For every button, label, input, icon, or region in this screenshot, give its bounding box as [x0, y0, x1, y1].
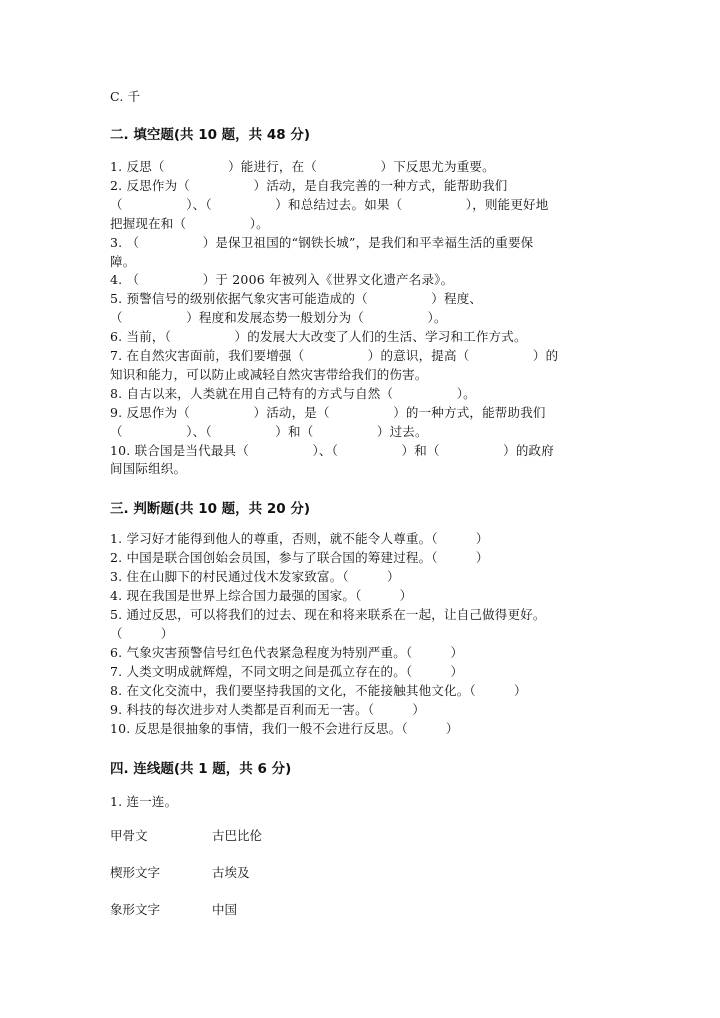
question-line: （ ）、（ ）和（ ）过去。	[110, 423, 428, 439]
question-line: 9. 科技的每次进步对人类都是百利而无一害。（ ）	[110, 702, 426, 717]
question-line: 5. 预警信号的级别依据气象灾害可能造成的（ ）程度、	[110, 291, 483, 307]
matching-left-item: 甲骨文	[110, 828, 148, 843]
question-line: （ ）、（ ）和总结过去。如果（ ），则能更好地	[110, 196, 549, 212]
question-line: 4. 现在我国是世界上综合国力最强的国家。（ ）	[110, 588, 413, 603]
question-line: 间国际组织。	[110, 461, 187, 477]
question-line: 1. 学习好才能得到他人的尊重，否则，就不能令人尊重。（ ）	[110, 531, 489, 546]
previous-option-c: C. 千	[110, 89, 141, 104]
question-line: 9. 反思作为（ ）活动，是（ ）的一种方式，能帮助我们	[110, 404, 546, 420]
matching-left-item: 楔形文字	[110, 865, 161, 880]
question-line: 知识和能力，可以防止或减轻自然灾害带给我们的伤害。	[110, 366, 428, 382]
matching-right-item: 古埃及	[212, 865, 250, 880]
question-line: 3. （ ）是保卫祖国的“钢铁长城”，是我们和平幸福生活的重要保	[110, 234, 534, 250]
matching-right-item: 中国	[212, 902, 238, 917]
question-line: 10. 联合国是当代最具（ ）、（ ）和（ ）的政府	[110, 442, 554, 458]
question-line: 把握现在和（ ）。	[110, 215, 269, 231]
question-line: 10. 反思是很抽象的事情，我们一般不会进行反思。（ ）	[110, 721, 459, 736]
question-line: 障。	[110, 253, 136, 269]
question-line: （ ）	[110, 626, 174, 641]
section-2-title: 二. 填空题(共 10 题，共 48 分)	[110, 127, 311, 143]
matching-question: 1. 连一连。	[110, 794, 178, 809]
section-4-title: 四. 连线题(共 1 题，共 6 分)	[110, 761, 292, 777]
matching-left-item: 象形文字	[110, 902, 161, 917]
question-line: 6. 气象灾害预警信号红色代表紧急程度为特别严重。（ ）	[110, 645, 464, 660]
question-line: 2. 中国是联合国创始会员国，参与了联合国的筹建过程。（ ）	[110, 550, 489, 565]
question-line: 6. 当前，（ ）的发展大大改变了人们的生活、学习和工作方式。	[110, 329, 527, 345]
question-line: 4. （ ）于 2006 年被列入《世界文化遗产名录》。	[110, 272, 454, 288]
question-line: 7. 在自然灾害面前，我们要增强（ ）的意识，提高（ ）的	[110, 348, 559, 363]
matching-right-item: 古巴比伦	[212, 828, 263, 843]
question-line: 1. 反思（ ）能进行，在（ ）下反思尤为重要。	[110, 159, 495, 174]
question-line: 8. 自古以来，人类就在用自己特有的方式与自然（ ）。	[110, 385, 476, 401]
section-3-title: 三. 判断题(共 10 题，共 20 分)	[110, 501, 311, 517]
question-line: （ ）程度和发展态势一般划分为（ ）。	[110, 310, 447, 326]
question-line: 8. 在文化交流中，我们要坚持我国的文化，不能接触其他文化。（ ）	[110, 683, 527, 698]
question-line: 3. 住在山脚下的村民通过伐木发家致富。（ ）	[110, 569, 400, 584]
question-line: 2. 反思作为（ ）活动，是自我完善的一种方式，能帮助我们	[110, 177, 508, 193]
question-line: 7. 人类文明成就辉煌，不同文明之间是孤立存在的。（ ）	[110, 664, 464, 679]
question-line: 5. 通过反思，可以将我们的过去、现在和将来联系在一起，让自己做得更好。	[110, 607, 546, 622]
